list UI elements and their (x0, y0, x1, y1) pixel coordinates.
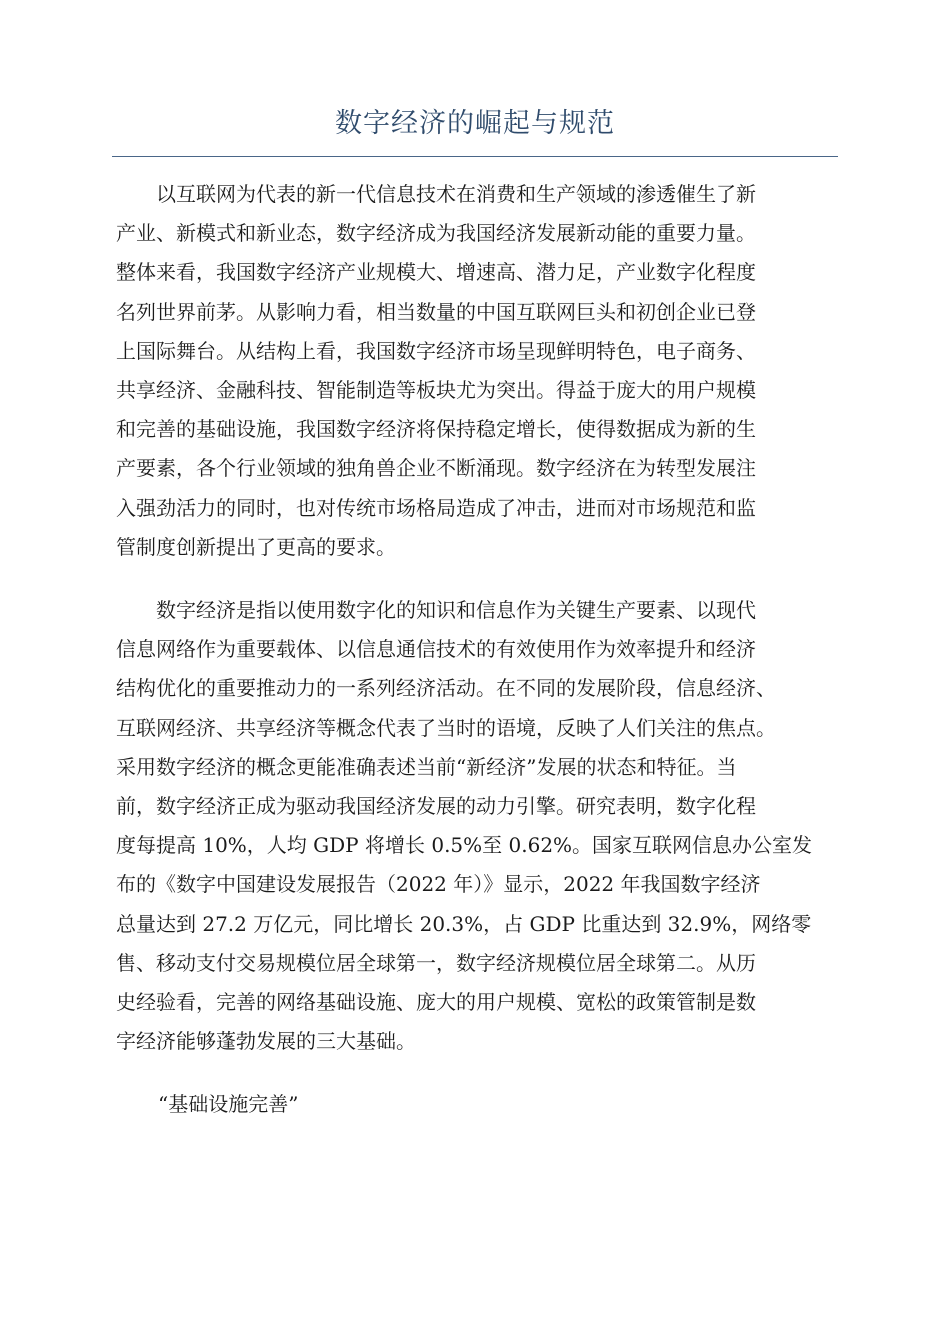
title-divider (112, 156, 838, 157)
paragraph-line: 结构优化的重要推动力的一系列经济活动。在不同的发展阶段，信息经济、 (116, 676, 776, 701)
paragraph-line: 布的《数字中国建设发展报告（2022 年）》显示，2022 年我国数字经济 (116, 872, 761, 897)
paragraph-line: 上国际舞台。从结构上看，我国数字经济市场呈现鲜明特色，电子商务、 (116, 338, 756, 363)
paragraph-line: 以互联网为代表的新一代信息技术在消费和生产领域的渗透催生了新 (156, 182, 756, 206)
paragraph-1 (116, 175, 838, 567)
paragraph-line: 度每提高 10%，人均 GDP 将增长 0.5%至 0.62%。国家互联网信息办公室发 (116, 833, 813, 858)
paragraph-line: 整体来看，我国数字经济产业规模大、增速高、潜力足，产业数字化程度 (116, 260, 756, 285)
paragraph-line: 产业、新模式和新业态，数字经济成为我国经济发展新动能的重要力量。 (116, 221, 756, 246)
paragraph-line: 采用数字经济的概念更能准确表述当前“新经济”发展的状态和特征。当 (116, 754, 737, 779)
paragraph-line: 史经验看，完善的网络基础设施、庞大的用户规模、宽松的政策管制是数 (116, 990, 756, 1015)
paragraph-line: 总量达到 27.2 万亿元，同比增长 20.3%，占 GDP 比重达到 32.9%，网络零 (116, 911, 812, 936)
paragraph-line: 管制度创新提出了更高的要求。 (116, 534, 396, 559)
paragraph-line: 前，数字经济正成为驱动我国经济发展的动力引擎。研究表明，数字化程 (116, 794, 756, 819)
paragraph-line: 互联网经济、共享经济等概念代表了当时的语境，反映了人们关注的焦点。 (116, 715, 776, 740)
document-body (116, 175, 838, 1125)
paragraph-line: 名列世界前茅。从影响力看，相当数量的中国互联网巨头和初创企业已登 (116, 299, 756, 324)
section-heading: “基础设施完善” (158, 1092, 299, 1117)
paragraph-line: 售、移动支付交易规模位居全球第一，数字经济规模位居全球第二。从历 (116, 950, 756, 975)
paragraph-line: 信息网络作为重要载体、以信息通信技术的有效使用作为效率提升和经济 (116, 637, 756, 662)
paragraph-line: 共享经济、金融科技、智能制造等板块尤为突出。得益于庞大的用户规模 (116, 378, 756, 403)
paragraph-line: 入强劲活力的同时，也对传统市场格局造成了冲击，进而对市场规范和监 (116, 495, 756, 520)
paragraph-line: 数字经济是指以使用数字化的知识和信息作为关键生产要素、以现代 (156, 598, 756, 623)
paragraph-line: 和完善的基础设施，我国数字经济将保持稳定增长，使得数据成为新的生 (116, 417, 756, 442)
document-title: 数字经济的崛起与规范 (335, 108, 615, 139)
paragraph-2 (116, 591, 838, 1061)
paragraph-line: 字经济能够蓬勃发展的三大基础。 (116, 1029, 416, 1054)
paragraph-line: 产要素，各个行业领域的独角兽企业不断涌现。数字经济在为转型发展注 (116, 456, 756, 481)
